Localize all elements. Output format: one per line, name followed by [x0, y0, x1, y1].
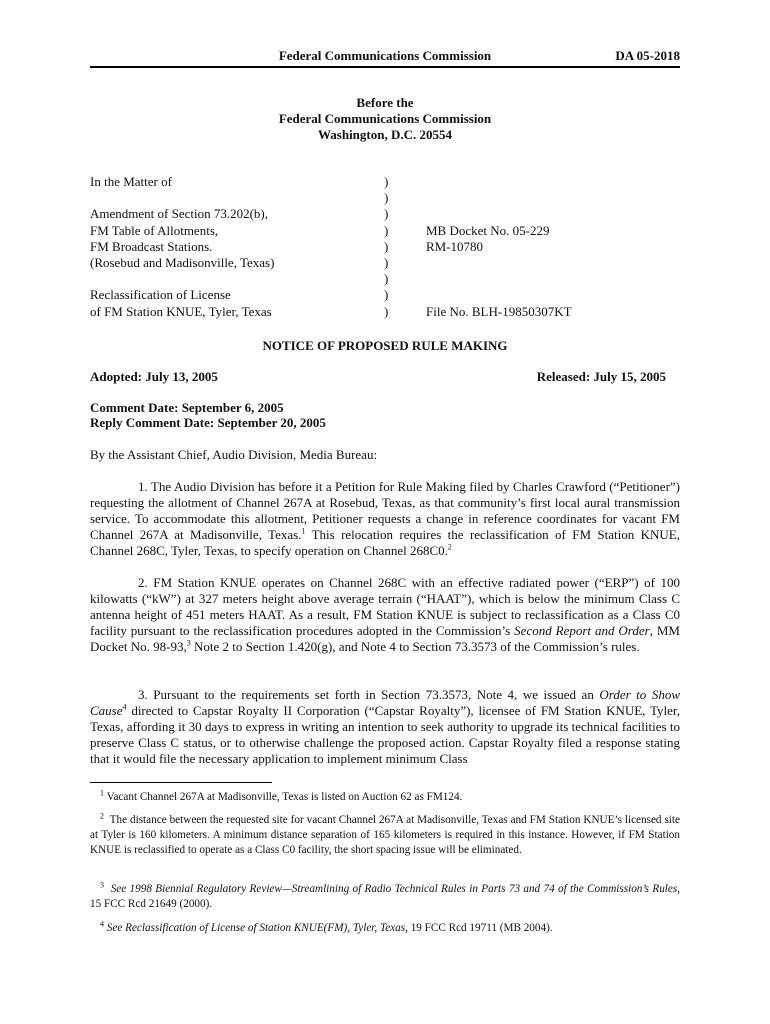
released-date: Released: July 15, 2005	[536, 369, 666, 384]
footnote-separator	[90, 782, 272, 783]
caption-line	[90, 190, 380, 206]
mb-docket: MB Docket No. 05-229	[426, 222, 550, 238]
location-line: Washington, D.C. 20554	[318, 127, 452, 142]
footnote-1: $^1$ Vacant Channel 267A at Madisonville, Texas is listed on Auction 62 as FM124.	[100, 788, 463, 803]
header-docket: DA 05-2018	[615, 48, 680, 63]
paren: )	[384, 222, 389, 238]
cited-work: Order to Show Cause	[90, 687, 681, 719]
running-header	[90, 48, 680, 68]
paren: )	[384, 206, 389, 222]
caption-line: (Rosebud and Madisonville, Texas)	[90, 255, 275, 271]
caption-line	[90, 271, 380, 287]
paragraph-1: 1. The Audio Division has before it a Petition for Rule Making filed by Charles Crawford (“Petitioner”) requesting the allotment of Channel 267A at Rosebud, Texas, as that community’s first local aural transmission service. To accommodate this allotment, Petitioner requests a change in reference coordinates for vacant FM Channel 267A at Madisonville, Texas.$^1$ This relocation requires the reclassification of FM Station KNUE, Channel 268C, Tyler, Texas, to specify operation on Channel 268C0.$^2$	[90, 479, 680, 559]
caption-left	[90, 174, 380, 320]
caption-line: Reclassification of License	[90, 287, 231, 303]
cited-work: Second Report and Order	[514, 623, 650, 639]
comment-dates	[90, 400, 326, 430]
footnote-ref[interactable]: 2	[447, 543, 452, 553]
paren: )	[384, 255, 389, 271]
dates-row	[90, 369, 666, 385]
paren: )	[384, 190, 389, 206]
file-number: File No. BLH-19850307KT	[426, 303, 572, 319]
footnote-ref[interactable]: 3	[186, 639, 191, 649]
footnote-ref[interactable]: 4	[122, 702, 127, 712]
header-agency: Federal Communications Commission	[278, 48, 492, 63]
paren: )	[384, 238, 389, 254]
reply-comment-date: Reply Comment Date: September 20, 2005	[90, 415, 326, 430]
agency-line: Federal Communications Commission	[278, 111, 492, 126]
document-title: NOTICE OF PROPOSED RULE MAKING	[262, 338, 508, 353]
rm-number: RM-10780	[426, 238, 484, 254]
comment-date: Comment Date: September 6, 2005	[90, 400, 284, 415]
paren: )	[384, 174, 389, 189]
footnote-ref[interactable]: 1	[301, 526, 306, 536]
intro-line: By the Assistant Chief, Audio Division, Media Bureau:	[90, 447, 378, 462]
footnote-3: $^3$ See 1998 Biennial Regulatory Review—Streamlining of Radio Technical Rules in Parts 73 and 74 of the Commission’s Rules, 15 FCC Rcd 21649 (2000).	[90, 880, 681, 910]
paragraph-3: 3. Pursuant to the requirements set forth in Section 73.3573, Note 4, we issued an Order to Show Cause$^4$ directed to Capstar Royalty II Corporation (“Capstar Royalty”), licensee of FM Station KNUE, Tyler, Texas, affording it 30 days to express in writing an intention to seek authority to upgrade its technical facilities to preserve Class C status, or to otherwise challenge the proposed action. Capstar Royalty filed a response stating that it would file the necessary application to implement minimum Class	[90, 687, 681, 767]
caption-parens	[384, 174, 394, 320]
caption-line: FM Broadcast Stations.	[90, 238, 213, 254]
adopted-date: Adopted: July 13, 2005	[90, 369, 218, 384]
paren: )	[384, 271, 389, 287]
caption-line: of FM Station KNUE, Tyler, Texas	[90, 303, 272, 319]
footnote-2: $^2$ The distance between the requested site for vacant Channel 267A at Madisonville, Texas and FM Station KNUE’s licensed site at Tyler is 160 kilometers. A minimum distance separation of 165 kilometers is required in this instance. However, if FM Station KNUE is reclassified to operate as a Class C0 facility, the short spacing issue will be eliminated.	[90, 811, 680, 856]
paren: )	[384, 303, 389, 319]
caption-line: FM Table of Allotments,	[90, 222, 219, 238]
before-block	[90, 95, 680, 143]
caption-right	[426, 174, 686, 320]
caption-line: Amendment of Section 73.202(b),	[90, 206, 268, 222]
caption-line: In the Matter of	[90, 174, 172, 189]
before-line: Before the	[356, 95, 414, 110]
footnote-4: $^4$ See Reclassification of License of Station KNUE(FM), Tyler, Texas, 19 FCC Rcd 19711 (MB 2004).	[100, 919, 553, 934]
paragraph-2: 2. FM Station KNUE operates on Channel 268C with an effective radiated power (“ERP”) of 100 kilowatts (“kW”) at 327 meters height above average terrain (“HAAT”), which is below the minimum Class C antenna height of 451 meters HAAT. As a result, FM Station KNUE is subject to reclassification as a Class C0 facility pursuant to the reclassification procedures adopted in the Commission’s Second Report and Order, MM Docket No. 98-93,$^3$ Note 2 to Section 1.420(g), and Note 4 to Section 73.3573 of the Commission’s rules.	[90, 575, 680, 655]
paren: )	[384, 287, 389, 303]
